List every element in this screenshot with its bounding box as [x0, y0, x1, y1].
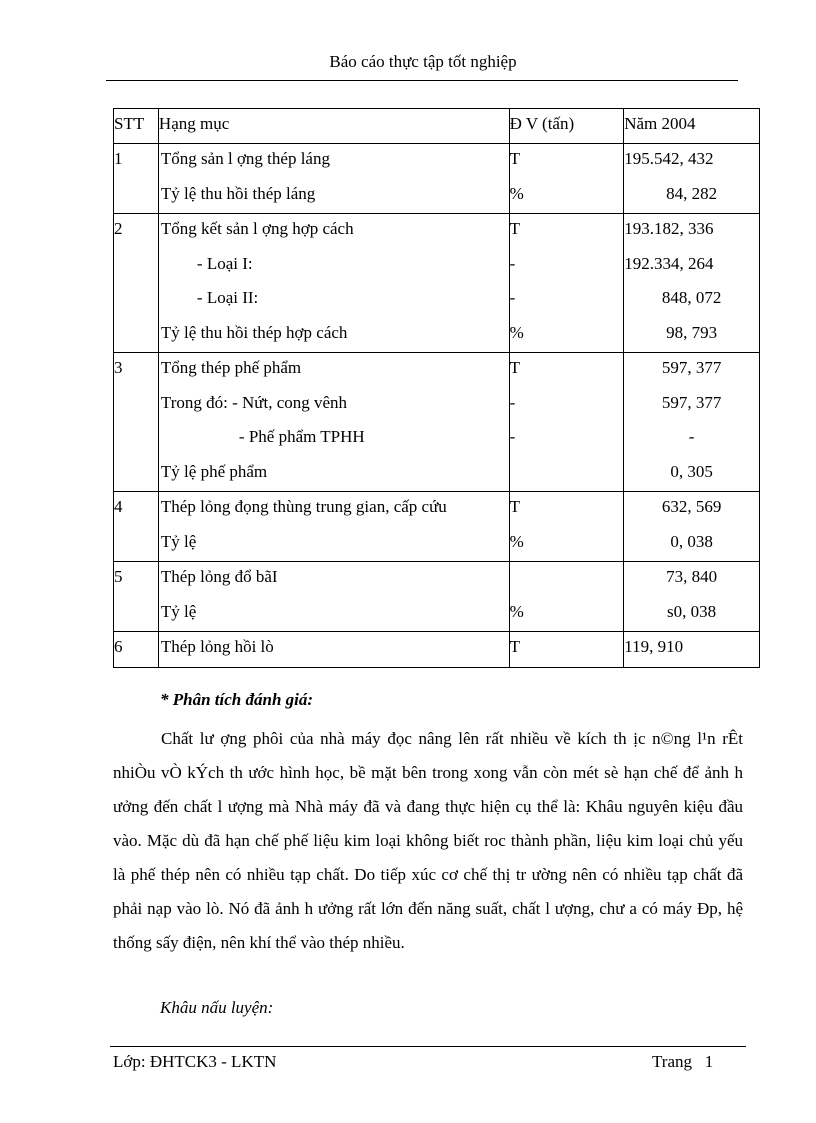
item-cell [158, 353, 509, 492]
stt-cell: 2 [114, 214, 159, 353]
item-text: - Loại I: [196, 253, 253, 273]
unit-text: % [509, 322, 524, 342]
stt-cell: 5 [114, 562, 159, 632]
value-text: 597, 377 [661, 392, 722, 412]
unit-cell [509, 144, 624, 214]
analysis-paragraph: Chất lư ợng phôi của nhà máy đọc nâng lên rất nhiều về kích th ịc n©ng l¹n rÊt nhiÒu vÒ kÝch th ước hình học, bề mặt bên trong xong vẫn còn mét sè hạn chế để ảnh h ưởng đến chất l ượng mà Nhà máy đã và đang thực hiện cụ thể là: Khâu nguyên kiệu đầu vào. Mặc dù đã hạn chế phế liệu kim loại không biết roc thành phần, liệu kim loại chủ yếu là phế thép nên có nhiều tạp chất. Do tiếp xúc cơ chế thị tr ường nên có nhiều tạp chất đã phải nạp vào lò. Nó đã ảnh h ưởng rất lớn đến năng suất, chất l ượng, chư a có máy Đp, hệ thống sấy điện, nên khí thể vào thép nhiều. [113, 729, 743, 952]
unit-text: T [509, 219, 520, 238]
item-cell [158, 144, 509, 214]
unit-text: % [509, 531, 524, 551]
unit-text: T [509, 637, 520, 656]
item-text: - Loại II: [196, 288, 259, 307]
analysis-heading: * Phân tích đánh giá: [160, 690, 314, 709]
value-text: 0, 038 [670, 531, 713, 551]
unit-cell [509, 562, 624, 632]
header-stt: STT [114, 109, 159, 144]
footer-divider [110, 1046, 746, 1047]
unit-text [510, 457, 624, 492]
value-text: 119, 910 [624, 637, 684, 656]
item-text: Tỷ lệ phế phẩm [160, 461, 268, 481]
smelting-subheading: Khâu nấu luyện: [160, 998, 274, 1017]
unit-text: T [509, 358, 520, 377]
unit-text [510, 562, 624, 597]
item-text: Tổng sản l ợng thép láng [160, 149, 330, 168]
unit-text: - [509, 288, 516, 307]
unit-text: % [509, 183, 524, 203]
value-text: 84, 282 [666, 183, 718, 203]
value-text: 192.334, 264 [624, 253, 714, 273]
item-text: Tỷ lệ thu hồi thép hợp cách [160, 322, 348, 342]
item-text: Trong đó: - Nứt, cong vênh [160, 392, 348, 412]
stt-cell: 4 [114, 492, 159, 562]
item-text: Tỷ lệ thu hồi thép láng [160, 183, 316, 203]
value-text: 597, 377 [661, 358, 722, 377]
table-row [114, 353, 760, 492]
value-text: - [688, 427, 695, 446]
unit-text: % [509, 601, 524, 621]
footer-class-label: Lớp: ĐHTCK3 - LKTN [113, 1052, 277, 1071]
table-row [114, 144, 760, 214]
stt-cell: 3 [114, 353, 159, 492]
value-text: 73, 840 [666, 567, 718, 586]
header-item: Hạng mục [158, 109, 509, 144]
unit-text: - [509, 392, 516, 412]
unit-cell [509, 353, 624, 492]
value-cell [624, 562, 760, 632]
item-text: Thép lỏng đổ bãI [160, 567, 278, 586]
unit-text: T [509, 497, 520, 516]
value-cell [624, 144, 760, 214]
item-text: Thép lỏng hồi lò [160, 637, 274, 656]
header-year: Năm 2004 [624, 109, 760, 144]
value-cell [624, 492, 760, 562]
unit-text: T [509, 149, 520, 168]
value-cell [624, 214, 760, 353]
value-text: 632, 569 [661, 497, 722, 516]
production-table [113, 108, 760, 668]
stt-cell: 1 [114, 144, 159, 214]
item-cell [158, 562, 509, 632]
value-text: 195.542, 432 [624, 149, 714, 168]
table-row [114, 492, 760, 562]
value-text: 193.182, 336 [624, 219, 714, 238]
value-text: s0, 038 [667, 601, 717, 621]
item-text: Thép lỏng đọng thùng trung gian, cấp cứu [160, 497, 447, 516]
unit-cell [509, 214, 624, 353]
item-cell [158, 492, 509, 562]
item-text: Tổng thép phế phẩm [160, 358, 302, 377]
value-text: 98, 793 [666, 322, 718, 342]
table-row [114, 562, 760, 632]
item-text: Tỷ lệ [160, 601, 197, 621]
item-cell [158, 214, 509, 353]
table-row [114, 214, 760, 353]
value-cell [624, 353, 760, 492]
page-header-title: Báo cáo thực tập tốt nghiệp [329, 52, 517, 71]
unit-cell [509, 492, 624, 562]
table-header-row [114, 109, 760, 144]
value-text: 848, 072 [661, 288, 722, 307]
table-row [114, 632, 760, 668]
item-text: Tỷ lệ [160, 531, 197, 551]
unit-text: - [509, 253, 516, 273]
item-text: Tổng kết sản l ợng hợp cách [160, 219, 354, 238]
item-cell [158, 632, 509, 668]
header-unit: Đ V (tấn) [509, 109, 624, 144]
value-text: 0, 305 [670, 461, 713, 481]
unit-cell [509, 632, 624, 668]
value-cell [624, 632, 760, 668]
header-divider [106, 80, 738, 81]
footer-page-number: Trang 1 [652, 1052, 714, 1071]
unit-text: - [509, 427, 516, 446]
stt-cell: 6 [114, 632, 159, 668]
item-text: - Phế phẩm TPHH [238, 427, 365, 446]
